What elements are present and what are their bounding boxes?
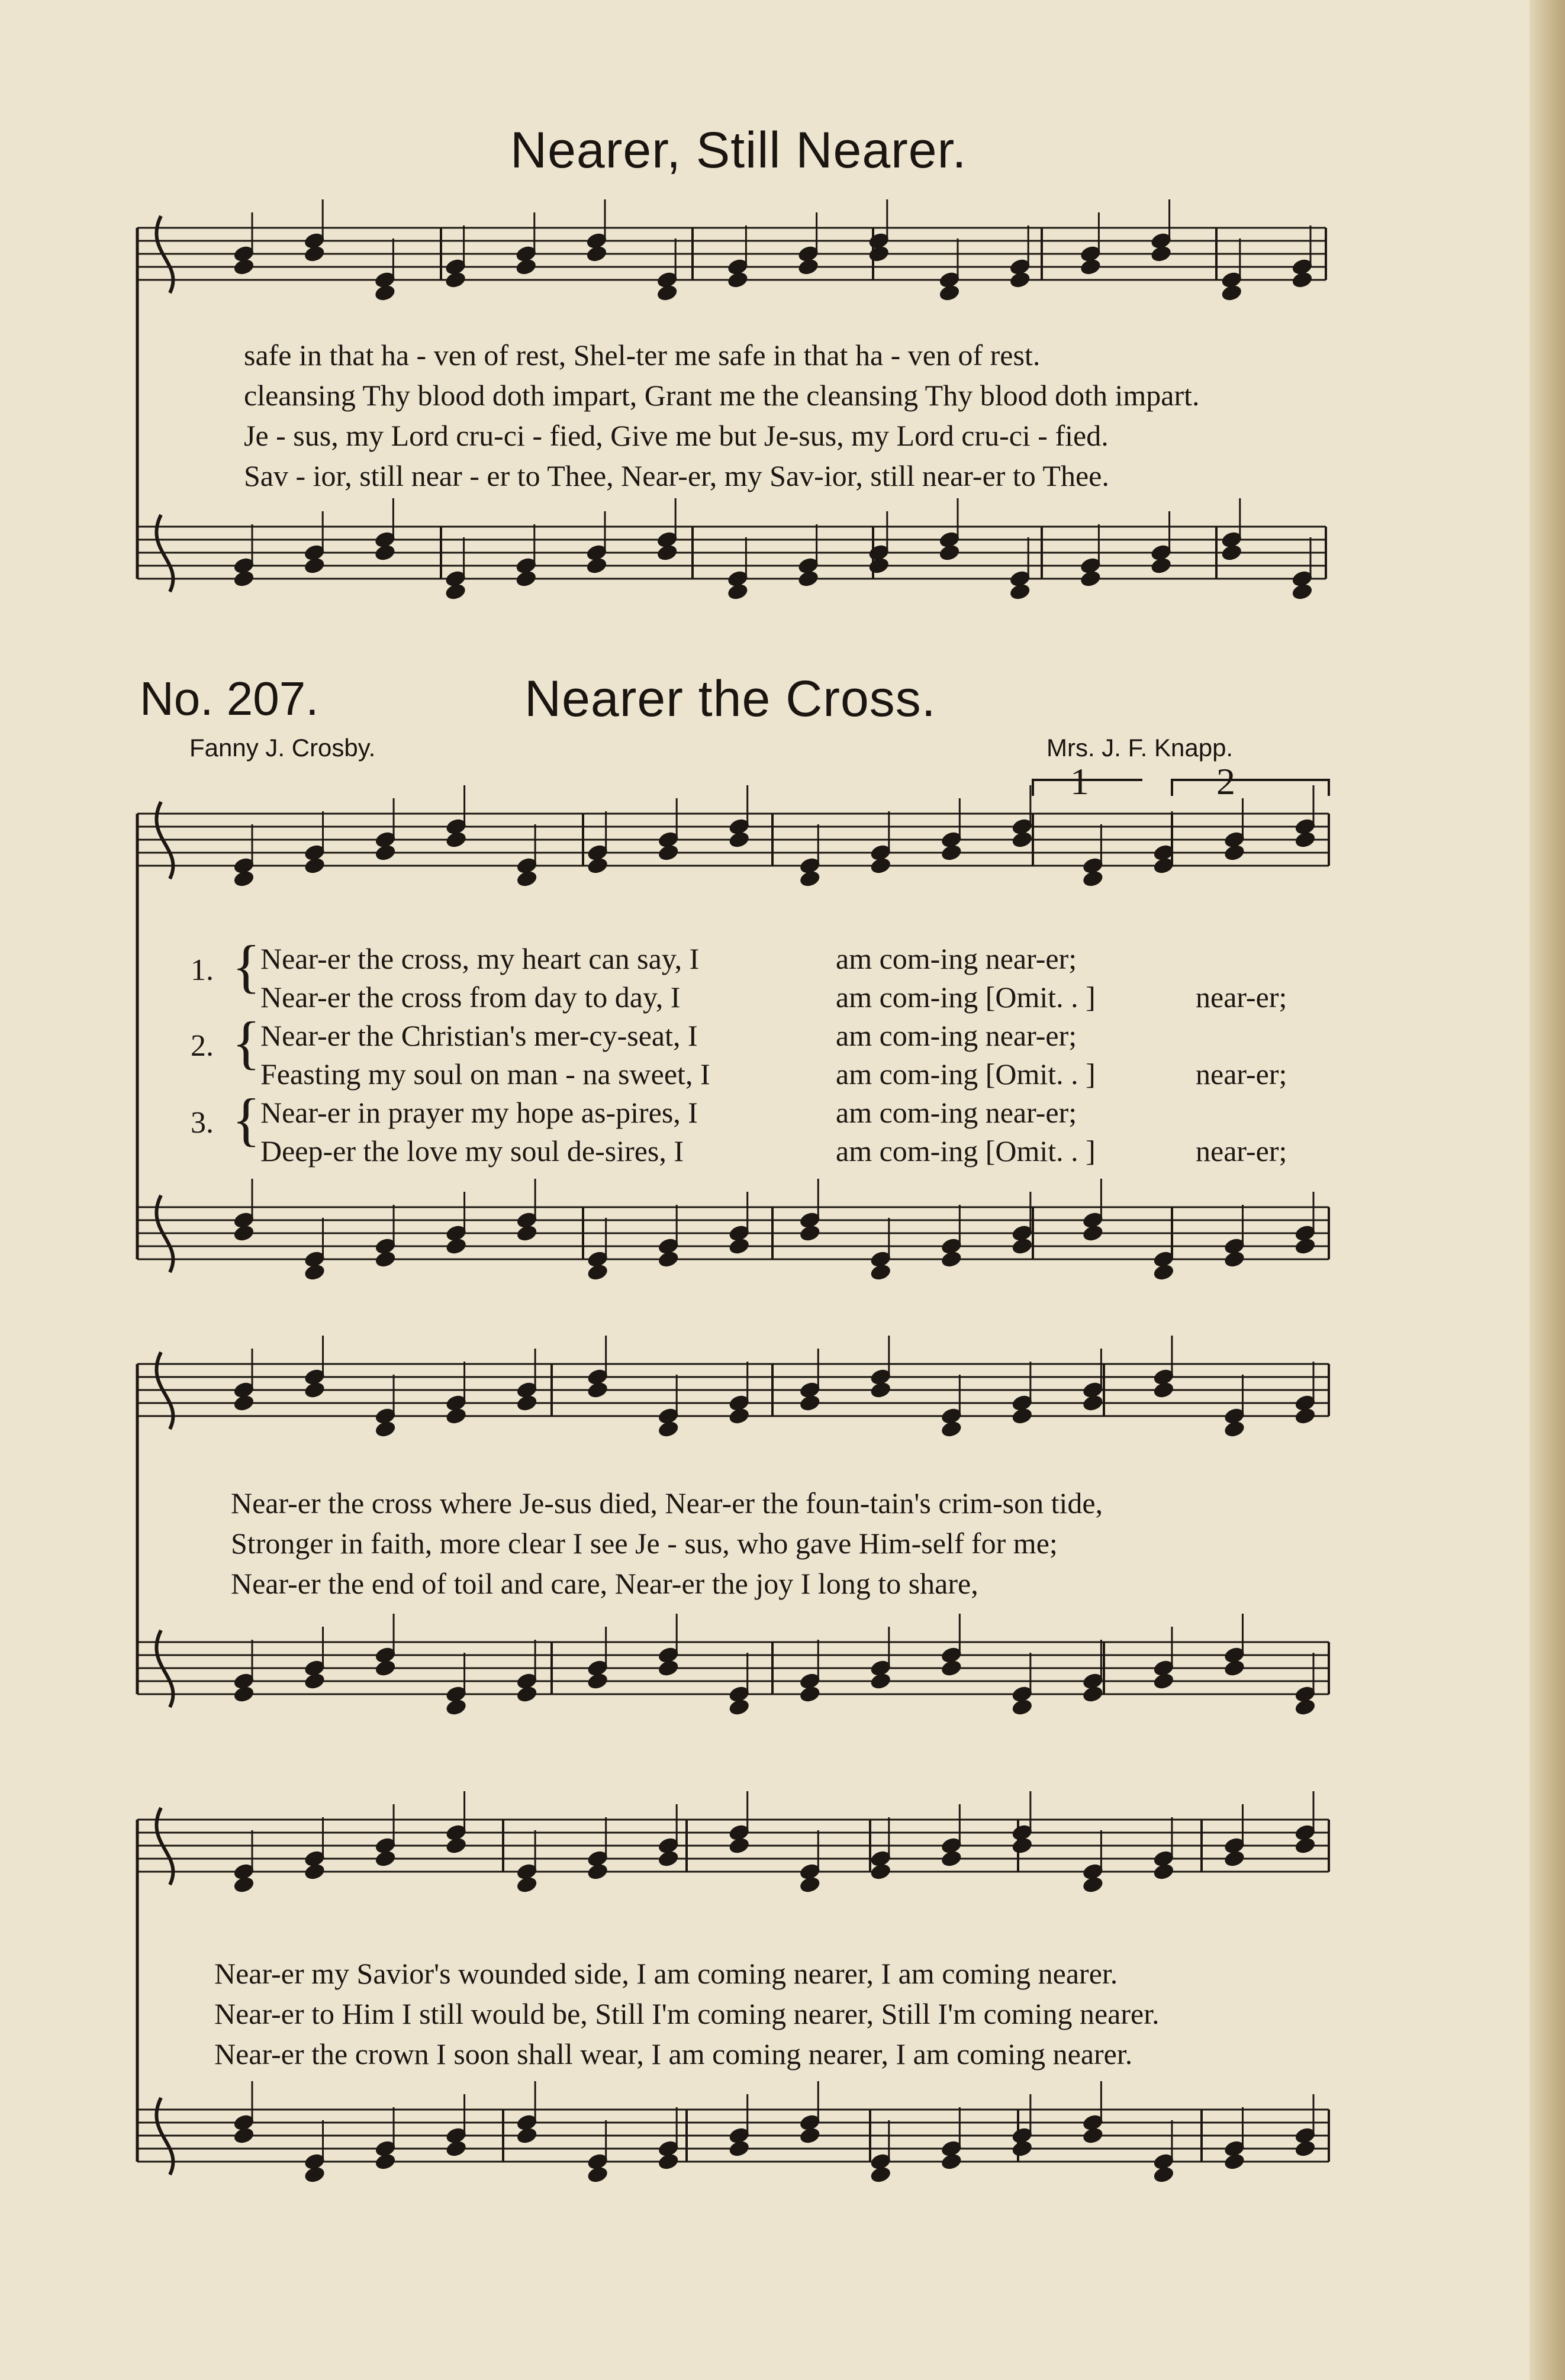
note-head: [1011, 830, 1033, 849]
middle-lyric-3: Near-er the end of toil and care, Near-er the joy I long to share,: [231, 1567, 978, 1600]
note-head: [938, 283, 961, 302]
note-head: [233, 869, 255, 888]
note-head: [870, 1263, 892, 1282]
note-head: [728, 830, 751, 849]
verse-number-1: 1.: [191, 953, 214, 987]
verse-3-line-a: Near-er in prayer my hope as-pires, I: [260, 1096, 698, 1129]
verse-2-cont-b: am com-ing [Omit. . ]: [836, 1057, 1096, 1091]
note-head: [1291, 270, 1313, 289]
note-head: [656, 283, 678, 302]
note-head: [1009, 582, 1031, 601]
note-head: [445, 1237, 468, 1256]
note-head: [657, 1849, 680, 1868]
note-head: [1011, 1407, 1033, 1426]
note-head: [1294, 2139, 1316, 2158]
note-head: [1011, 1237, 1033, 1256]
note-head: [445, 270, 467, 289]
note-head: [1221, 283, 1243, 302]
note-head: [445, 830, 468, 849]
top-lyric-4: Sav - ior, still near - er to Thee, Near-er, my Sav-ior, still near-er to Thee.: [244, 459, 1109, 492]
verse-brace-3: {: [232, 1086, 260, 1152]
verse-number-2: 2.: [191, 1029, 214, 1063]
note-head: [1011, 1836, 1033, 1855]
verse-3-cont-b: am com-ing [Omit. . ]: [836, 1134, 1096, 1168]
note-head: [656, 543, 678, 562]
note-head: [1152, 2165, 1175, 2184]
note-head: [374, 283, 397, 302]
note-head: [1150, 244, 1173, 263]
note-head: [233, 1875, 255, 1894]
note-head: [798, 1875, 821, 1894]
note-head: [516, 869, 538, 888]
note-head: [587, 2165, 609, 2184]
note-head: [728, 1237, 751, 1256]
music-systems: [137, 216, 1329, 2175]
verse-2-end-b: near-er;: [1196, 1057, 1287, 1091]
note-head: [1080, 569, 1102, 588]
note-head: [1150, 556, 1173, 575]
note-head: [1080, 257, 1102, 276]
note-head: [728, 1407, 751, 1426]
note-head: [728, 1836, 751, 1855]
note-head: [1223, 1250, 1246, 1269]
note-head: [587, 1672, 609, 1691]
verse-number-3: 3.: [191, 1106, 214, 1140]
note-head: [374, 543, 397, 562]
ending-1-label: 1: [1070, 760, 1089, 802]
note-head: [727, 270, 749, 289]
note-head: [374, 1250, 397, 1269]
verse-brace-1: {: [232, 933, 260, 999]
hymn-composer: Mrs. J. F. Knapp.: [1046, 734, 1234, 762]
note-head: [1223, 1659, 1246, 1678]
verse-3-end-b: near-er;: [1196, 1134, 1287, 1168]
note-head: [868, 556, 890, 575]
note-head: [516, 1394, 538, 1412]
verse-2-line-b: Feasting my soul on man - na sweet, I: [260, 1057, 710, 1091]
note-head: [516, 1875, 538, 1894]
top-lyric-1: safe in that ha - ven of rest, Shel-ter me safe in that ha - ven of rest.: [244, 338, 1041, 372]
note-head: [870, 2165, 892, 2184]
note-head: [374, 2152, 397, 2171]
note-head: [445, 582, 467, 601]
note-head: [374, 1659, 397, 1678]
note-head: [304, 856, 326, 875]
hymn-title: Nearer the Cross.: [524, 670, 936, 727]
note-head: [941, 1250, 963, 1269]
note-head: [727, 582, 749, 601]
note-head: [304, 1381, 326, 1399]
note-head: [657, 843, 680, 862]
middle-lyric-2: Stronger in faith, more clear I see Je - sus, who gave Him-self for me;: [231, 1527, 1058, 1560]
note-head: [587, 856, 609, 875]
note-head: [941, 1420, 963, 1439]
note-head: [1082, 869, 1104, 888]
note-head: [941, 1849, 963, 1868]
note-head: [304, 2165, 326, 2184]
note-head: [516, 2126, 538, 2145]
note-head: [1152, 1381, 1175, 1399]
note-head: [1152, 1263, 1175, 1282]
verse-3-line-b: Deep-er the love my soul de-sires, I: [260, 1134, 684, 1168]
note-head: [941, 843, 963, 862]
verse-brace-2: {: [232, 1010, 260, 1075]
note-head: [1152, 1862, 1175, 1881]
note-head: [1082, 1875, 1104, 1894]
bottom-lyric-3: Near-er the crown I soon shall wear, I am coming nearer, I am coming nearer.: [214, 2037, 1133, 2071]
note-head: [1082, 1685, 1104, 1704]
note-head: [1011, 1698, 1033, 1717]
note-head: [728, 1698, 751, 1717]
note-head: [1082, 1224, 1104, 1243]
note-head: [657, 1250, 680, 1269]
verse-1-line-b: Near-er the cross from day to day, I: [260, 981, 681, 1014]
note-head: [1294, 1237, 1316, 1256]
note-head: [798, 1394, 821, 1412]
note-head: [798, 869, 821, 888]
bottom-lyric-1: Near-er my Savior's wounded side, I am coming nearer, I am coming nearer.: [214, 1957, 1118, 1990]
note-head: [1294, 1407, 1316, 1426]
note-head: [516, 1685, 538, 1704]
top-lyric-2: cleansing Thy blood doth impart, Grant me the cleansing Thy blood doth impart.: [244, 379, 1200, 412]
verse-1-line-a: Near-er the cross, my heart can say, I: [260, 942, 700, 975]
note-head: [1223, 2152, 1246, 2171]
note-head: [870, 1672, 892, 1691]
note-head: [515, 257, 537, 276]
note-head: [798, 1224, 821, 1243]
note-head: [304, 1672, 326, 1691]
note-head: [585, 556, 608, 575]
note-head: [870, 856, 892, 875]
note-head: [587, 1381, 609, 1399]
note-head: [870, 1381, 892, 1399]
note-head: [1223, 1849, 1246, 1868]
note-head: [445, 2139, 468, 2158]
note-head: [657, 1659, 680, 1678]
note-head: [585, 244, 608, 263]
note-head: [233, 569, 255, 588]
note-head: [1294, 1836, 1316, 1855]
note-head: [1223, 843, 1246, 862]
note-head: [516, 1224, 538, 1243]
top-hymn-title: Nearer, Still Nearer.: [510, 122, 967, 179]
note-head: [1291, 582, 1313, 601]
note-head: [445, 1836, 468, 1855]
verse-2-line-a: Near-er the Christian's mer-cy-seat, I: [260, 1019, 698, 1052]
note-head: [587, 1263, 609, 1282]
middle-lyric-1: Near-er the cross where Je-sus died, Near-er the foun-tain's crim-son tide,: [231, 1486, 1103, 1520]
note-head: [233, 1394, 255, 1412]
note-head: [728, 2139, 751, 2158]
note-head: [233, 1685, 255, 1704]
note-head: [798, 2126, 821, 2145]
note-head: [304, 1862, 326, 1881]
note-head: [233, 2126, 255, 2145]
hymn-number: No. 207.: [140, 672, 319, 725]
note-head: [941, 1659, 963, 1678]
note-head: [445, 1698, 468, 1717]
note-head: [1009, 270, 1031, 289]
note-head: [374, 843, 397, 862]
verse-1-cont-a: am com-ing near-er;: [836, 942, 1077, 975]
note-head: [657, 1420, 680, 1439]
note-head: [938, 543, 961, 562]
verse-1-end-b: near-er;: [1196, 981, 1287, 1014]
verse-3-cont-a: am com-ing near-er;: [836, 1096, 1077, 1129]
note-head: [868, 244, 890, 263]
note-head: [374, 1849, 397, 1868]
note-head: [1294, 830, 1316, 849]
note-head: [798, 1685, 821, 1704]
note-head: [941, 2152, 963, 2171]
note-head: [797, 257, 820, 276]
note-head: [303, 244, 326, 263]
note-head: [797, 569, 820, 588]
note-head: [587, 1862, 609, 1881]
note-head: [870, 1862, 892, 1881]
note-head: [374, 1420, 397, 1439]
note-head: [1152, 1672, 1175, 1691]
note-head: [303, 556, 326, 575]
ending-2-label: 2: [1216, 760, 1235, 802]
note-head: [233, 257, 255, 276]
verse-1-cont-b: am com-ing [Omit. . ]: [836, 981, 1096, 1014]
verse-2-cont-a: am com-ing near-er;: [836, 1019, 1077, 1052]
bottom-lyric-2: Near-er to Him I still would be, Still I'm coming nearer, Still I'm coming nearer.: [214, 1997, 1160, 2030]
note-head: [233, 1224, 255, 1243]
note-head: [1011, 2139, 1033, 2158]
hymn-author: Fanny J. Crosby.: [189, 734, 376, 762]
note-head: [445, 1407, 468, 1426]
note-head: [1294, 1698, 1316, 1717]
note-head: [1221, 543, 1243, 562]
note-head: [304, 1263, 326, 1282]
note-head: [1223, 1420, 1246, 1439]
note-head: [515, 569, 537, 588]
music-notes: [233, 199, 1316, 2184]
note-head: [657, 2152, 680, 2171]
top-lyric-3: Je - sus, my Lord cru-ci - fied, Give me but Je-sus, my Lord cru-ci - fied.: [244, 419, 1109, 452]
note-head: [1082, 2126, 1104, 2145]
note-head: [1082, 1394, 1104, 1412]
